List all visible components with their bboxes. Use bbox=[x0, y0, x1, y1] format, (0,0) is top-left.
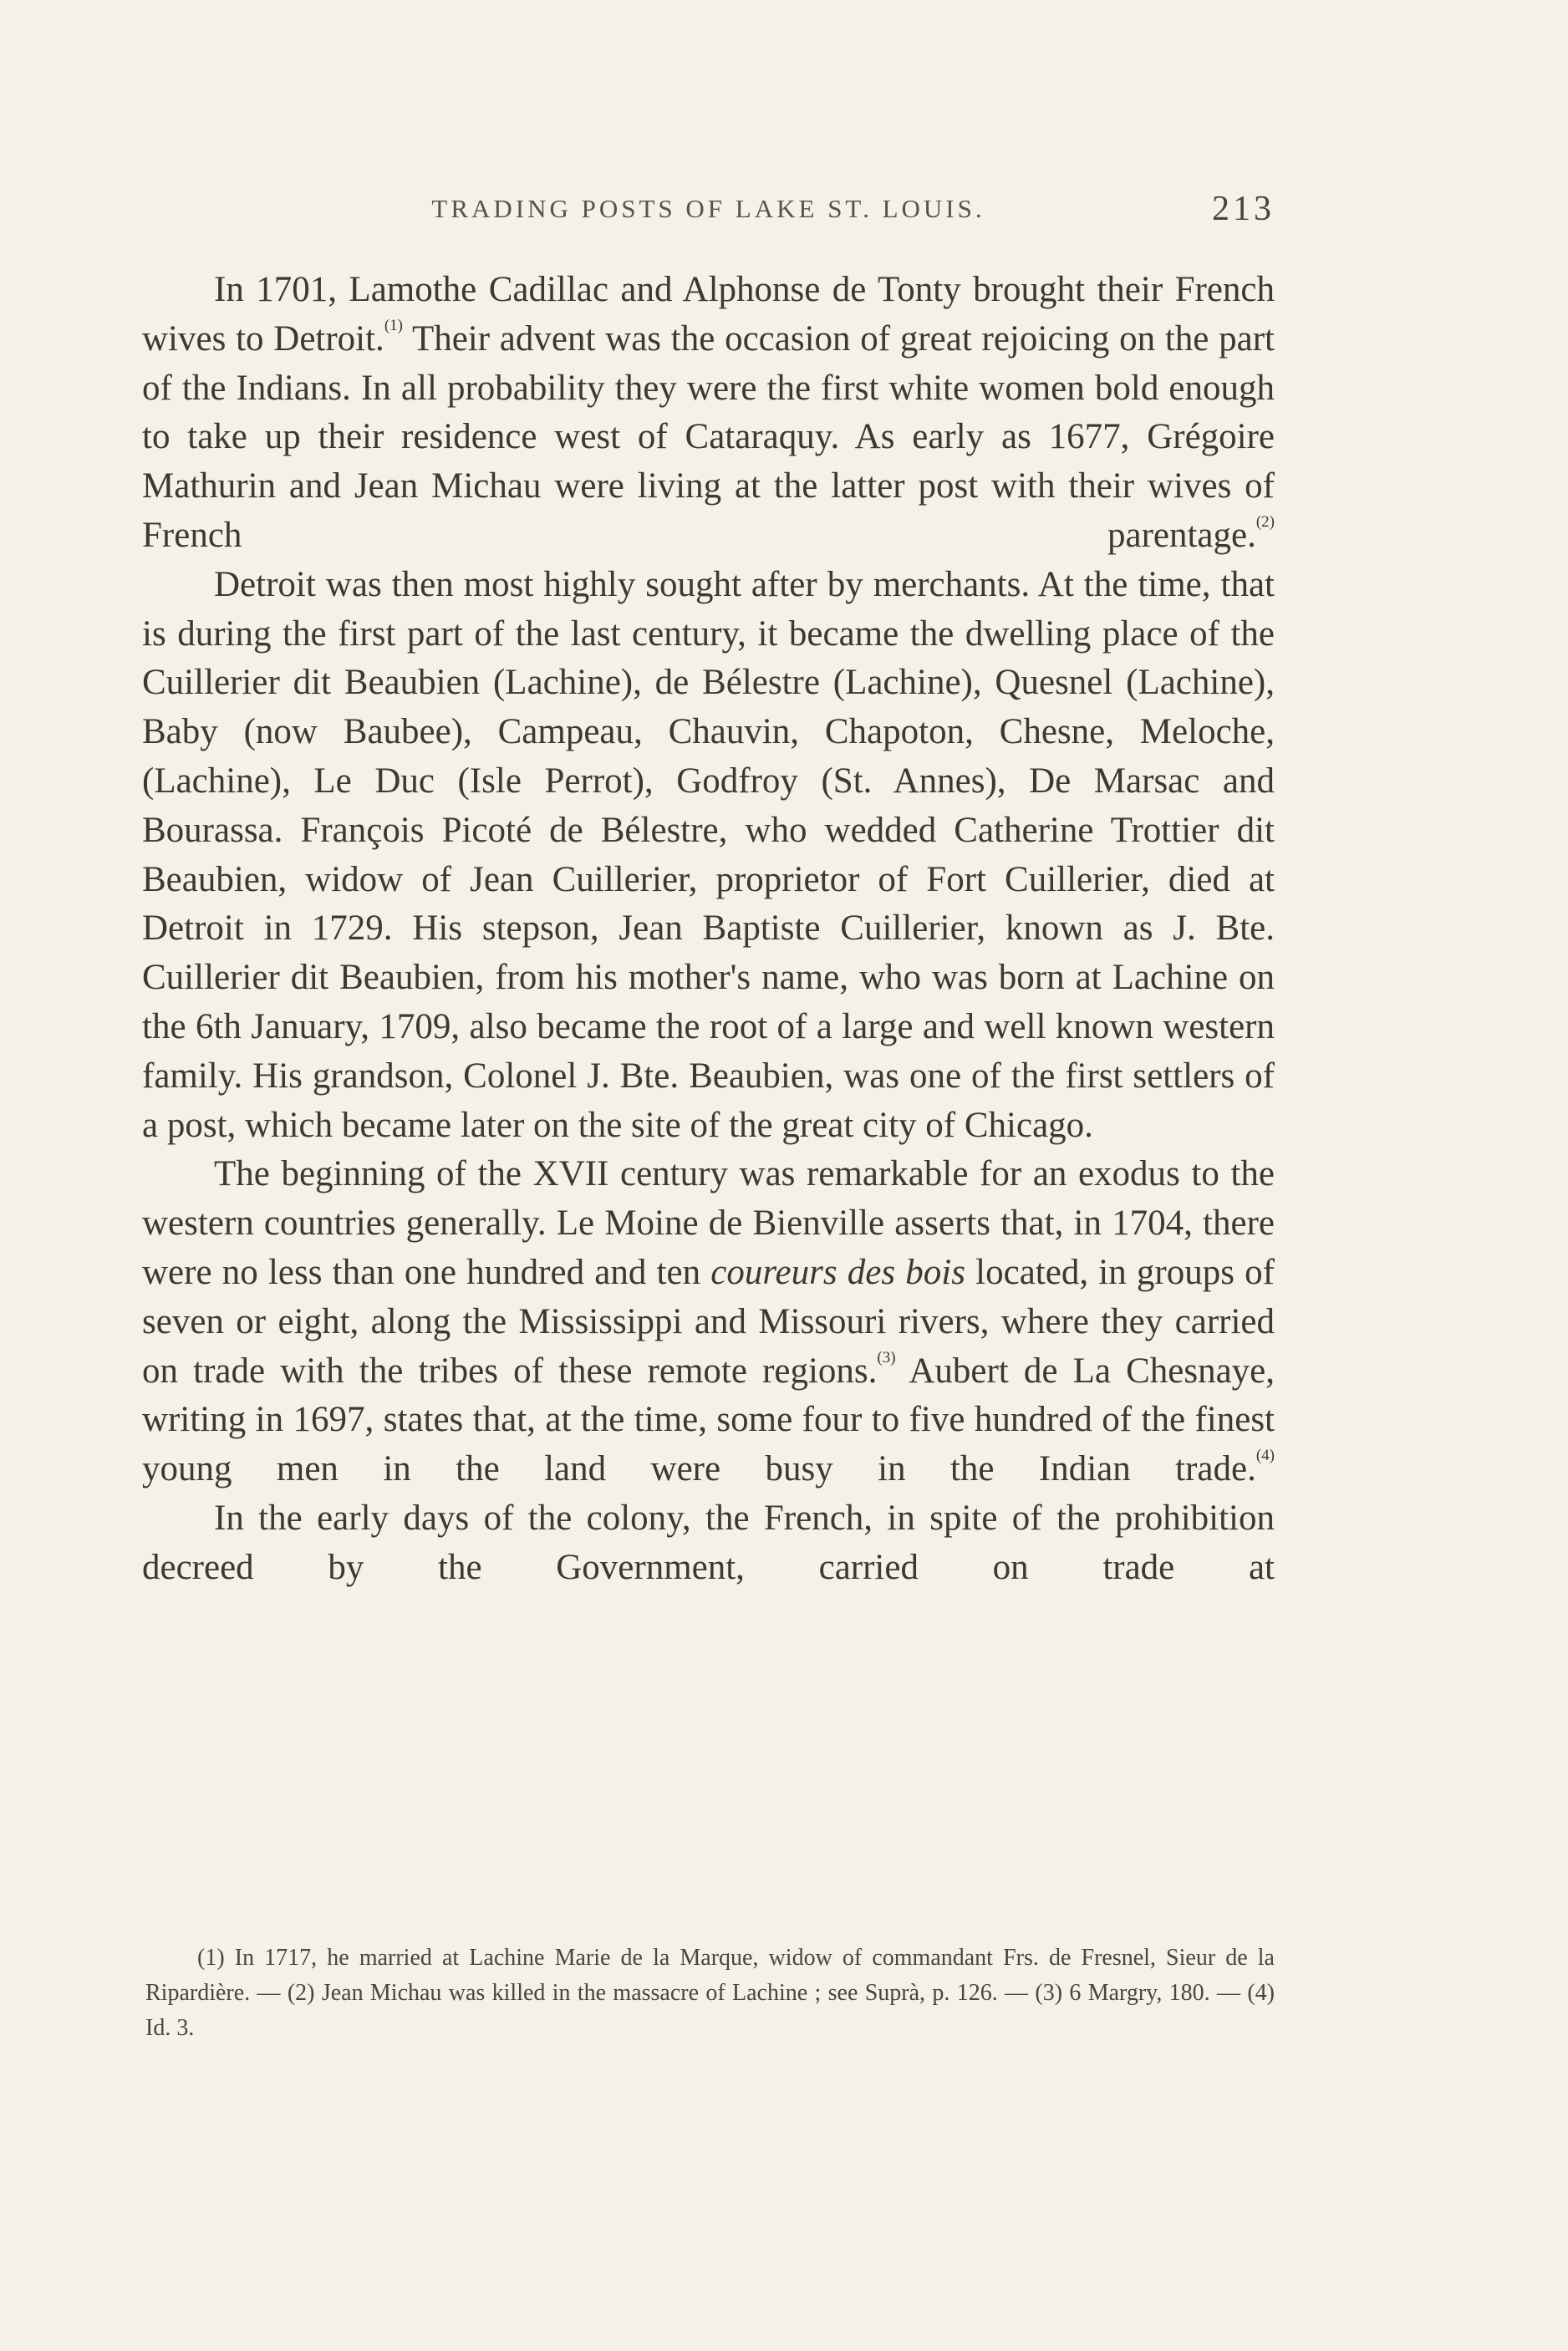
page-header bbox=[142, 190, 1275, 244]
paragraph-3-text-b: located, in groups of seven or eight, along the Mississippi and Missouri rivers, where they carried on trade with the tribes of these remote regions. bbox=[142, 1252, 1275, 1391]
paragraph-3-text-c: Aubert de La Chesnaye, writing in 1697, states that, at the time, some four to five hundred of the finest young men in the land were busy in the Indian trade. bbox=[142, 1351, 1275, 1489]
paragraph-1-text-a: In 1701, Lamothe Cadillac and Alphonse de Tonty brought their French wives to Detroit. bbox=[142, 270, 1275, 359]
running-title: TRADING POSTS OF LAKE ST. LOUIS. bbox=[431, 194, 985, 223]
paragraph-3 bbox=[142, 1150, 1275, 1494]
footnote-ref-3: (3) bbox=[877, 1348, 896, 1366]
paragraph-4: In the early days of the colony, the French, in spite of the prohibition decreed by the Government, carried on trade at bbox=[142, 1498, 1275, 1587]
footnote-ref-1: (1) bbox=[384, 316, 403, 334]
footnote-ref-4: (4) bbox=[1255, 1447, 1275, 1465]
page-number: 213 bbox=[1212, 190, 1275, 228]
body-text bbox=[142, 266, 1275, 1593]
paragraph-1-text-b: Their advent was the occasion of great rejoicing on the part of the Indians. In all probability they were the first white women bold enough to take up their residence west of Cataraquy. As early as 1677, Grégoire Mathurin and Jean Michau were living at the latter post with their wives of French parentage. bbox=[142, 318, 1275, 555]
footnotes-text: (1) In 1717, he married at Lachine Marie de la Marque, widow of commandant Frs. de Fresnel, Sieur de la Ripardière. — (2) Jean Michau was killed in the massacre of Lachine ; see Suprà, p. 126. — (3) 6 Margry, 180. — (4) Id. 3. bbox=[145, 1945, 1275, 2041]
paragraph-2: Detroit was then most highly sought after by merchants. At the time, that is during the first part of the last century, it became the dwelling place of the Cuillerier dit Beaubien (Lachine), de Bélestre (Lachine), Quesnel (Lachine), Baby (now Baubee), Campeau, Chauvin, Chapoton, Chesne, Meloche, (Lachine), Le Duc (Isle Perrot), Godfroy (St. Annes), De Marsac and Bourassa. François Picoté de Bélestre, who wedded Catherine Trottier dit Beaubien, widow of Jean Cuillerier, proprietor of Fort Cuillerier, died at Detroit in 1729. His stepson, Jean Baptiste Cuillerier, known as J. Bte. Cuillerier dit Beaubien, from his mother's name, who was born at Lachine on the 6th January, 1709, also became the root of a large and well known western family. His grandson, Colonel J. Bte. Beaubien, was one of the first settlers of a post, which became later on the site of the great city of Chicago. bbox=[142, 564, 1275, 1145]
footnotes bbox=[145, 1941, 1275, 2046]
footnote-ref-2: (2) bbox=[1255, 512, 1275, 531]
paragraph-3-italic: coureurs des bois bbox=[710, 1252, 965, 1292]
paragraph-3-text-a: The beginning of the XVII century was remarkable for an exodus to the western countries generally. Le Moine de Bienville asserts that, in 1704, there were no less than one hundred and ten bbox=[142, 1154, 1275, 1292]
paragraph-1 bbox=[142, 266, 1275, 561]
